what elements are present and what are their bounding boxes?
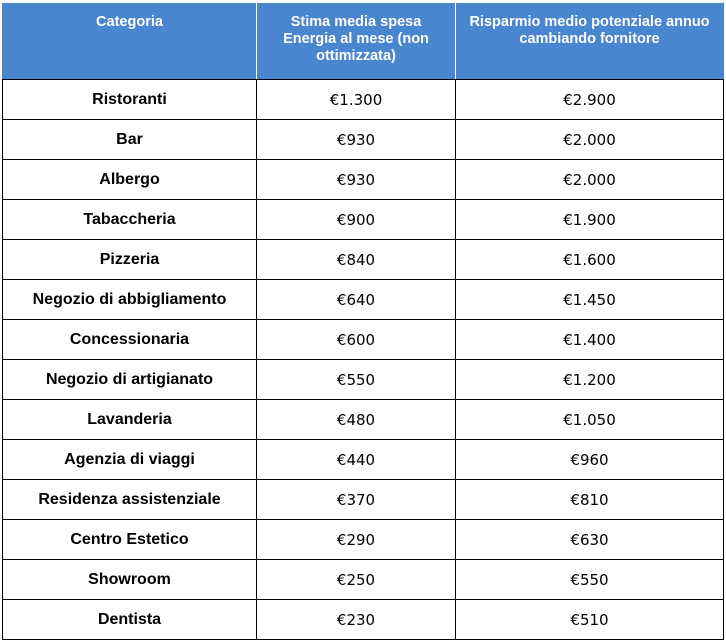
table-body: [3, 80, 724, 640]
energy-cost-table: [2, 2, 724, 640]
cell-risparmio: €1.400: [456, 320, 724, 360]
table-header: [3, 3, 724, 80]
cell-categoria: Albergo: [3, 160, 257, 200]
cell-risparmio: €2.900: [456, 80, 724, 120]
table-row: [3, 440, 724, 480]
cell-categoria: Showroom: [3, 560, 257, 600]
cell-categoria: Centro Estetico: [3, 520, 257, 560]
cell-stima-spesa: €480: [257, 400, 456, 440]
header-stima-spesa: Stima media spesa Energia al mese (non ottimizzata): [257, 3, 456, 80]
cell-stima-spesa: €600: [257, 320, 456, 360]
table-row: [3, 80, 724, 120]
cell-stima-spesa: €930: [257, 120, 456, 160]
cell-stima-spesa: €230: [257, 600, 456, 640]
cell-risparmio: €1.050: [456, 400, 724, 440]
cell-categoria: Negozio di artigianato: [3, 360, 257, 400]
table-row: [3, 160, 724, 200]
table-row: [3, 360, 724, 400]
cell-risparmio: €1.450: [456, 280, 724, 320]
cell-risparmio: €2.000: [456, 120, 724, 160]
cell-categoria: Concessionaria: [3, 320, 257, 360]
table-row: [3, 280, 724, 320]
cell-stima-spesa: €900: [257, 200, 456, 240]
cell-stima-spesa: €930: [257, 160, 456, 200]
cell-risparmio: €2.000: [456, 160, 724, 200]
cell-categoria: Negozio di abbigliamento: [3, 280, 257, 320]
table-row: [3, 600, 724, 640]
cell-stima-spesa: €370: [257, 480, 456, 520]
cell-risparmio: €960: [456, 440, 724, 480]
cell-risparmio: €1.600: [456, 240, 724, 280]
table-row: [3, 240, 724, 280]
header-row: [3, 3, 724, 80]
cell-risparmio: €510: [456, 600, 724, 640]
cell-stima-spesa: €550: [257, 360, 456, 400]
cell-stima-spesa: €1.300: [257, 80, 456, 120]
cell-categoria: Ristoranti: [3, 80, 257, 120]
cell-categoria: Dentista: [3, 600, 257, 640]
cell-stima-spesa: €640: [257, 280, 456, 320]
cell-categoria: Agenzia di viaggi: [3, 440, 257, 480]
cell-stima-spesa: €440: [257, 440, 456, 480]
cell-categoria: Bar: [3, 120, 257, 160]
table-row: [3, 560, 724, 600]
cell-risparmio: €1.200: [456, 360, 724, 400]
table-row: [3, 320, 724, 360]
table-row: [3, 200, 724, 240]
cell-stima-spesa: €290: [257, 520, 456, 560]
cell-risparmio: €550: [456, 560, 724, 600]
table-row: [3, 520, 724, 560]
cell-risparmio: €1.900: [456, 200, 724, 240]
cell-risparmio: €630: [456, 520, 724, 560]
table-row: [3, 480, 724, 520]
cell-stima-spesa: €250: [257, 560, 456, 600]
cell-risparmio: €810: [456, 480, 724, 520]
cell-stima-spesa: €840: [257, 240, 456, 280]
header-categoria: Categoria: [3, 3, 257, 80]
cell-categoria: Pizzeria: [3, 240, 257, 280]
table-row: [3, 120, 724, 160]
cell-categoria: Residenza assistenziale: [3, 480, 257, 520]
header-risparmio: Risparmio medio potenziale annuo cambiando fornitore: [456, 3, 724, 80]
cell-categoria: Tabaccheria: [3, 200, 257, 240]
cell-categoria: Lavanderia: [3, 400, 257, 440]
table-row: [3, 400, 724, 440]
